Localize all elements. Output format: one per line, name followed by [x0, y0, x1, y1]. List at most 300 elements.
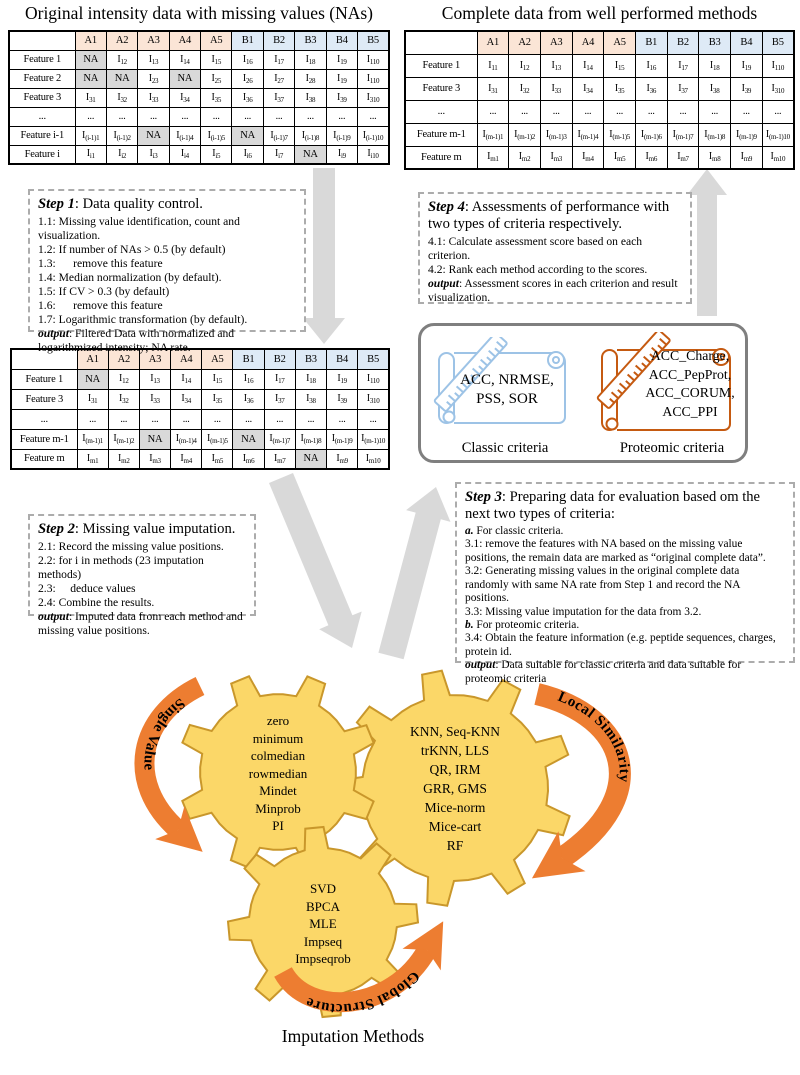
- data-cell: $I_{36}$: [232, 88, 263, 107]
- data-cell: $I_{18}$: [699, 54, 731, 77]
- data-cell: ...: [540, 100, 572, 123]
- data-cell: $I_{37}$: [263, 88, 294, 107]
- header-cell: A3: [540, 31, 572, 54]
- data-cell: $I_{110}$: [358, 50, 389, 69]
- data-cell: ...: [106, 107, 137, 126]
- data-cell: $I_{m4}$: [572, 146, 604, 169]
- data-cell: $I_{310}$: [358, 389, 389, 409]
- step-line: output: Imputed data from each method and missing value positions.: [38, 610, 246, 638]
- data-cell: $I_{(m-1)3}$: [540, 123, 572, 146]
- data-cell: $I_{27}$: [263, 69, 294, 88]
- arrow-original-to-filtered-icon: [303, 168, 345, 344]
- list-item: GRR, GMS: [423, 781, 487, 796]
- data-cell: ...: [327, 409, 358, 429]
- data-cell: $I_{14}$: [572, 54, 604, 77]
- data-cell: $I_{16}$: [635, 54, 667, 77]
- data-cell: ...: [572, 100, 604, 123]
- table-row: [11, 369, 389, 389]
- data-cell: $I_{110}$: [358, 369, 389, 389]
- list-item: PI: [272, 818, 284, 833]
- data-cell: $I_{(m-1)1}$: [77, 429, 108, 449]
- data-cell: $I_{38}$: [295, 88, 326, 107]
- list-item: SVD: [309, 881, 336, 896]
- row-label-cell: Feature 1: [9, 50, 75, 69]
- data-cell: $I_{(m-1)2}$: [509, 123, 541, 146]
- data-cell: $I_{(m-1)7}$: [264, 429, 295, 449]
- data-cell: $I_{26}$: [232, 69, 263, 88]
- data-cell: $I_{34}$: [572, 77, 604, 100]
- table-header-row: [9, 31, 389, 50]
- data-cell: ...: [731, 100, 763, 123]
- step2-heading: Step 2: Missing value imputation.: [38, 521, 236, 537]
- header-cell: B3: [295, 31, 326, 50]
- step3-heading: Step 3: Preparing data for evaluation based om the next two types of criteria:: [465, 489, 761, 522]
- data-cell: $I_{110}$: [358, 69, 389, 88]
- table-row: [11, 409, 389, 429]
- data-cell: $I_{35}$: [604, 77, 636, 100]
- complete-data-table: [404, 30, 795, 170]
- data-cell: $I_{m6}$: [635, 146, 667, 169]
- data-cell: $I_{(i-1)4}$: [169, 126, 200, 145]
- row-label-cell: Feature m: [11, 449, 77, 469]
- data-cell: $I_{11}$: [477, 54, 509, 77]
- step4-box: [418, 192, 692, 304]
- data-cell: ...: [77, 409, 108, 429]
- header-cell: A5: [201, 31, 232, 50]
- data-cell: $I_{(m-1)5}$: [202, 429, 233, 449]
- list-item: Minprob: [255, 800, 301, 816]
- data-cell: $I_{i10}$: [358, 145, 389, 164]
- data-cell: $I_{36}$: [233, 389, 264, 409]
- step-line: 1.6: remove this feature: [38, 299, 163, 313]
- header-cell: B3: [295, 349, 326, 369]
- table-row: [11, 449, 389, 469]
- data-cell: $I_{m4}$: [171, 449, 202, 469]
- data-cell: $I_{32}$: [509, 77, 541, 100]
- arrow-gears-to-step3-icon: [378, 487, 450, 659]
- header-cell: [405, 31, 477, 54]
- data-cell: NA: [77, 369, 108, 389]
- data-cell: $I_{31}$: [77, 389, 108, 409]
- step-line: 2.3: deduce values: [38, 581, 136, 595]
- data-cell: ...: [233, 409, 264, 429]
- header-cell: A4: [169, 31, 200, 50]
- step-line: output: Assessment scores in each criterion and result visualization.: [428, 276, 681, 304]
- header-cell: A4: [572, 31, 604, 54]
- header-cell: A5: [202, 349, 233, 369]
- data-cell: $I_{i7}$: [263, 145, 294, 164]
- header-cell: B1: [233, 349, 264, 369]
- step-line: 1.4: Median normalization (by default).: [38, 270, 222, 284]
- data-cell: $I_{m10}$: [358, 449, 389, 469]
- list-item: ACC_CORUM,: [645, 385, 735, 400]
- list-item: Mice-cart: [428, 819, 482, 834]
- data-cell: $I_{37}$: [667, 77, 699, 100]
- data-cell: ...: [264, 409, 295, 429]
- step-line: a. For classic criteria.: [465, 524, 564, 537]
- data-cell: $I_{(i-1)2}$: [106, 126, 137, 145]
- header-cell: [9, 31, 75, 50]
- header-cell: A2: [108, 349, 139, 369]
- data-cell: $I_{310}$: [762, 77, 794, 100]
- list-item: Mindet: [259, 783, 297, 798]
- list-item: colmedian: [250, 748, 306, 763]
- step-line: 1.2: If number of NAs > 0.5 (by default): [38, 242, 226, 256]
- data-cell: $I_{35}$: [201, 88, 232, 107]
- step-line: 2.1: Record the missing value positions.: [38, 539, 224, 553]
- data-cell: $I_{39}$: [327, 389, 358, 409]
- data-cell: ...: [326, 107, 357, 126]
- data-cell: ...: [108, 409, 139, 429]
- list-item: KNN, Seq-KNN: [410, 724, 500, 739]
- table-row: [9, 145, 389, 164]
- data-cell: NA: [295, 449, 326, 469]
- step-line: b. For proteomic criteria.: [465, 619, 580, 632]
- data-cell: ...: [169, 107, 200, 126]
- data-cell: $I_{(i-1)5}$: [201, 126, 232, 145]
- data-cell: NA: [232, 126, 263, 145]
- data-table: [8, 30, 390, 165]
- header-cell: A2: [106, 31, 137, 50]
- data-cell: $I_{17}$: [264, 369, 295, 389]
- data-cell: $I_{110}$: [762, 54, 794, 77]
- list-item: ACC_PPI: [662, 403, 718, 419]
- list-item: ACC_PepProt,: [648, 366, 732, 382]
- classic-criteria-label: Classic criteria: [461, 440, 549, 456]
- data-cell: ...: [295, 107, 326, 126]
- row-label-cell: Feature 3: [405, 77, 477, 100]
- complete-data-title: Complete data from well performed methods: [441, 3, 758, 23]
- single-value-label: Single Value: [140, 694, 188, 772]
- data-cell: NA: [75, 50, 106, 69]
- data-cell: $I_{m9}$: [327, 449, 358, 469]
- data-cell: $I_{i6}$: [232, 145, 263, 164]
- data-cell: $I_{(m-1)2}$: [108, 429, 139, 449]
- data-cell: ...: [263, 107, 294, 126]
- data-cell: $I_{m8}$: [699, 146, 731, 169]
- data-cell: $I_{(i-1)1}$: [75, 126, 106, 145]
- single-value-methods: [178, 712, 378, 835]
- table-row: [405, 123, 794, 146]
- header-cell: A1: [77, 349, 108, 369]
- list-item: rowmedian: [248, 765, 308, 781]
- data-cell: ...: [201, 107, 232, 126]
- step-line: 1.5: If CV > 0.3 (by default): [38, 285, 170, 298]
- table-row: [9, 88, 389, 107]
- data-cell: ...: [202, 409, 233, 429]
- step4-heading: Step 4: Assessments of performance with two types of criteria respectively.: [428, 199, 670, 232]
- data-cell: $I_{m1}$: [77, 449, 108, 469]
- data-cell: $I_{12}$: [509, 54, 541, 77]
- data-cell: ...: [75, 107, 106, 126]
- data-cell: $I_{m7}$: [264, 449, 295, 469]
- row-label-cell: Feature 3: [11, 389, 77, 409]
- data-cell: $I_{m3}$: [540, 146, 572, 169]
- data-cell: ...: [762, 100, 794, 123]
- step-line: output: Filtered Data with normalized and logarithmized intensity; NA rate.: [38, 327, 238, 355]
- list-item: BPCA: [306, 898, 340, 914]
- header-cell: B5: [358, 349, 389, 369]
- data-cell: ...: [138, 107, 169, 126]
- data-cell: $I_{m3}$: [139, 449, 170, 469]
- data-cell: $I_{i1}$: [75, 145, 106, 164]
- data-cell: $I_{(m-1)8}$: [699, 123, 731, 146]
- data-cell: $I_{14}$: [171, 369, 202, 389]
- data-cell: $I_{16}$: [233, 369, 264, 389]
- data-cell: $I_{39}$: [326, 88, 357, 107]
- data-cell: $I_{38}$: [295, 389, 326, 409]
- data-cell: ...: [171, 409, 202, 429]
- data-cell: $I_{13}$: [139, 369, 170, 389]
- data-cell: $I_{31}$: [75, 88, 106, 107]
- table-header-row: [405, 31, 794, 54]
- data-cell: ...: [667, 100, 699, 123]
- data-cell: NA: [75, 69, 106, 88]
- list-item: ACC_Charge,: [650, 348, 730, 363]
- arrow-filtered-to-gears-icon: [269, 473, 362, 648]
- data-table: [404, 30, 795, 170]
- list-item: MLE: [309, 916, 337, 931]
- data-cell: $I_{12}$: [106, 50, 137, 69]
- row-label-cell: ...: [11, 409, 77, 429]
- step-line: 2.4: Combine the results.: [38, 595, 155, 609]
- step2-box: [28, 514, 256, 638]
- data-cell: $I_{36}$: [635, 77, 667, 100]
- table-row: [405, 77, 794, 100]
- step1-box: [28, 189, 306, 355]
- data-cell: $I_{33}$: [540, 77, 572, 100]
- data-cell: $I_{34}$: [169, 88, 200, 107]
- data-cell: $I_{m5}$: [604, 146, 636, 169]
- data-cell: $I_{m2}$: [509, 146, 541, 169]
- list-item: trKNN, LLS: [420, 743, 490, 758]
- data-cell: $I_{i9}$: [326, 145, 357, 164]
- row-label-cell: Feature 1: [11, 369, 77, 389]
- data-cell: ...: [358, 409, 389, 429]
- data-cell: NA: [139, 429, 170, 449]
- data-cell: $I_{(i-1)9}$: [326, 126, 357, 145]
- data-cell: $I_{m9}$: [731, 146, 763, 169]
- data-cell: $I_{(m-1)9}$: [731, 123, 763, 146]
- data-cell: $I_{m2}$: [108, 449, 139, 469]
- step-line: 1.7: Logarithmic transformation (by default).: [38, 313, 248, 327]
- table-row: [9, 126, 389, 145]
- data-cell: $I_{32}$: [108, 389, 139, 409]
- header-cell: A2: [509, 31, 541, 54]
- local-similarity-label: Local Similarity: [555, 688, 632, 784]
- data-cell: $I_{(m-1)10}$: [762, 123, 794, 146]
- proteomic-criteria-list: [634, 347, 746, 421]
- row-label-cell: Feature 1: [405, 54, 477, 77]
- data-cell: ...: [477, 100, 509, 123]
- data-cell: $I_{(m-1)1}$: [477, 123, 509, 146]
- data-cell: $I_{28}$: [295, 69, 326, 88]
- table-row: [11, 429, 389, 449]
- data-cell: NA: [295, 145, 326, 164]
- header-cell: A4: [171, 349, 202, 369]
- original-data-table: [8, 30, 390, 165]
- row-label-cell: ...: [9, 107, 75, 126]
- data-cell: $I_{32}$: [106, 88, 137, 107]
- table-row: [9, 107, 389, 126]
- data-cell: $I_{15}$: [604, 54, 636, 77]
- header-cell: B4: [327, 349, 358, 369]
- header-cell: B3: [699, 31, 731, 54]
- data-cell: $I_{35}$: [202, 389, 233, 409]
- data-cell: $I_{(m-1)9}$: [327, 429, 358, 449]
- local-similarity-methods: [355, 722, 555, 855]
- data-cell: $I_{i3}$: [138, 145, 169, 164]
- header-cell: B1: [232, 31, 263, 50]
- list-item: Mice-norm: [424, 800, 486, 815]
- data-cell: $I_{(i-1)8}$: [295, 126, 326, 145]
- classic-criteria-list: [448, 371, 566, 409]
- data-cell: $I_{(m-1)10}$: [358, 429, 389, 449]
- step-line: output: Data suitable for classic criteria and data suitable for proteomic criteria: [465, 659, 744, 685]
- row-label-cell: ...: [405, 100, 477, 123]
- data-cell: ...: [139, 409, 170, 429]
- step3-box: [455, 482, 795, 685]
- data-cell: $I_{(i-1)7}$: [263, 126, 294, 145]
- data-cell: $I_{38}$: [699, 77, 731, 100]
- step1-heading: Step 1: Data quality control.: [38, 196, 203, 212]
- data-cell: NA: [138, 126, 169, 145]
- data-cell: NA: [106, 69, 137, 88]
- data-cell: $I_{i5}$: [201, 145, 232, 164]
- data-cell: NA: [169, 69, 200, 88]
- data-cell: $I_{19}$: [731, 54, 763, 77]
- header-cell: B4: [731, 31, 763, 54]
- header-cell: B2: [263, 31, 294, 50]
- row-label-cell: Feature i-1: [9, 126, 75, 145]
- data-cell: ...: [509, 100, 541, 123]
- data-cell: $I_{39}$: [731, 77, 763, 100]
- row-label-cell: Feature i: [9, 145, 75, 164]
- data-cell: $I_{(m-1)7}$: [667, 123, 699, 146]
- data-cell: ...: [699, 100, 731, 123]
- data-cell: $I_{19}$: [326, 69, 357, 88]
- row-label-cell: Feature m-1: [11, 429, 77, 449]
- data-cell: $I_{(m-1)4}$: [171, 429, 202, 449]
- data-table: [10, 348, 390, 470]
- data-cell: $I_{m6}$: [233, 449, 264, 469]
- global-structure-methods: [223, 880, 423, 968]
- header-cell: B2: [264, 349, 295, 369]
- step-line: 1.1: Missing value identification, count and visualization.: [38, 214, 243, 242]
- data-cell: $I_{310}$: [358, 88, 389, 107]
- data-cell: $I_{(m-1)5}$: [604, 123, 636, 146]
- header-cell: A5: [604, 31, 636, 54]
- data-cell: $I_{(m-1)4}$: [572, 123, 604, 146]
- data-cell: $I_{m1}$: [477, 146, 509, 169]
- original-data-title: Original intensity data with missing values (NAs): [24, 3, 373, 23]
- list-item: ACC, NRMSE,: [460, 372, 554, 388]
- data-cell: $I_{17}$: [263, 50, 294, 69]
- data-cell: $I_{33}$: [139, 389, 170, 409]
- data-cell: $I_{37}$: [264, 389, 295, 409]
- data-cell: $I_{17}$: [667, 54, 699, 77]
- list-item: Impseq: [303, 933, 343, 949]
- data-cell: $I_{31}$: [477, 77, 509, 100]
- step-line: 4.1: Calculate assessment score based on each criterion.: [428, 234, 645, 262]
- row-label-cell: Feature m-1: [405, 123, 477, 146]
- data-cell: $I_{13}$: [138, 50, 169, 69]
- data-cell: $I_{25}$: [201, 69, 232, 88]
- data-cell: $I_{33}$: [138, 88, 169, 107]
- global-structure-label: Global Structure: [303, 967, 423, 1017]
- header-cell: A1: [75, 31, 106, 50]
- table-row: [9, 50, 389, 69]
- table-row: [405, 146, 794, 169]
- data-cell: $I_{13}$: [540, 54, 572, 77]
- data-cell: $I_{19}$: [326, 50, 357, 69]
- header-cell: A3: [139, 349, 170, 369]
- data-cell: $I_{34}$: [171, 389, 202, 409]
- header-cell: B1: [635, 31, 667, 54]
- data-cell: $I_{(i-1)10}$: [358, 126, 389, 145]
- data-cell: $I_{(m-1)6}$: [635, 123, 667, 146]
- header-cell: A3: [138, 31, 169, 50]
- data-cell: $I_{19}$: [327, 369, 358, 389]
- header-cell: B5: [358, 31, 389, 50]
- row-label-cell: Feature m: [405, 146, 477, 169]
- data-cell: $I_{(m-1)8}$: [295, 429, 326, 449]
- header-cell: B2: [667, 31, 699, 54]
- data-cell: $I_{18}$: [295, 50, 326, 69]
- list-item: PSS, SOR: [476, 391, 538, 407]
- step-line: 3.4: Obtain the feature information (e.g. peptide sequences, charges, protein id.: [465, 632, 779, 658]
- table-row: [405, 100, 794, 123]
- step-line: 3.3: Missing value imputation for the data from 3.2.: [465, 605, 702, 618]
- step-line: 2.2: for i in methods (23 imputation methods): [38, 553, 207, 581]
- data-cell: $I_{16}$: [232, 50, 263, 69]
- data-cell: ...: [635, 100, 667, 123]
- imputation-methods-caption: Imputation Methods: [281, 1026, 425, 1046]
- data-cell: $I_{15}$: [201, 50, 232, 69]
- data-cell: $I_{23}$: [138, 69, 169, 88]
- data-cell: $I_{i2}$: [106, 145, 137, 164]
- step-line: 3.2: Generating missing values in the original complete data randomly with same NA rate from Step 1 and record the NA positions.: [465, 565, 743, 605]
- data-cell: $I_{14}$: [169, 50, 200, 69]
- data-cell: NA: [233, 429, 264, 449]
- arrow-criteria-to-complete-icon: [687, 169, 727, 316]
- table-row: [405, 54, 794, 77]
- proteomic-criteria-label: Proteomic criteria: [619, 440, 725, 456]
- filtered-data-table: [10, 348, 390, 470]
- data-cell: $I_{m7}$: [667, 146, 699, 169]
- data-cell: ...: [358, 107, 389, 126]
- data-cell: $I_{15}$: [202, 369, 233, 389]
- data-cell: ...: [604, 100, 636, 123]
- list-item: minimum: [252, 730, 304, 746]
- header-cell: B5: [762, 31, 794, 54]
- step-line: 1.3: remove this feature: [38, 256, 163, 270]
- data-cell: $I_{i4}$: [169, 145, 200, 164]
- list-item: zero: [266, 713, 290, 728]
- table-row: [9, 69, 389, 88]
- step-line: 4.2: Rank each method according to the scores.: [428, 262, 648, 276]
- header-cell: B4: [326, 31, 357, 50]
- table-row: [11, 389, 389, 409]
- step-line: 3.1: remove the features with NA based on the missing value positions, the remain data are marked as “original complete data”.: [465, 538, 766, 564]
- list-item: QR, IRM: [429, 762, 481, 777]
- data-cell: ...: [232, 107, 263, 126]
- data-cell: $I_{18}$: [295, 369, 326, 389]
- data-cell: $I_{12}$: [108, 369, 139, 389]
- list-item: RF: [446, 838, 464, 853]
- data-cell: ...: [295, 409, 326, 429]
- row-label-cell: Feature 2: [9, 69, 75, 88]
